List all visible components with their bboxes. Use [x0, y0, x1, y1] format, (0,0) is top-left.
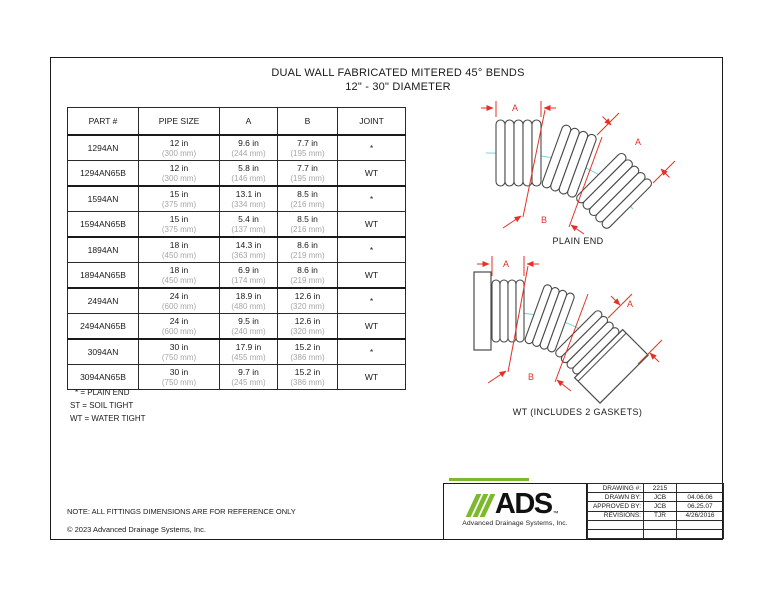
- dim-b-cell: [278, 212, 338, 238]
- dim-label-a1: A: [511, 103, 519, 113]
- dim-b-in: 8.5 in: [297, 188, 318, 199]
- pipe-size-in: 12 in: [169, 162, 189, 173]
- joint-cell: *: [338, 135, 406, 161]
- dim-label-a1: A: [502, 259, 510, 269]
- fittings-table: [67, 107, 406, 390]
- copyright-line: © 2023 Advanced Drainage Systems, Inc.: [67, 525, 206, 534]
- legend-water-tight: WT = WATER TIGHT: [70, 414, 146, 423]
- drawn-by-value: JCB: [644, 493, 677, 502]
- dim-a-cell: [220, 263, 278, 289]
- dim-b-mm: (195 mm): [290, 173, 325, 183]
- pipe-size-mm: (600 mm): [161, 326, 197, 336]
- fittings-table-header: [68, 108, 406, 136]
- pipe-size-cell: [139, 339, 220, 365]
- dim-label-b: B: [527, 372, 535, 382]
- pipe-size-cell: [139, 237, 220, 263]
- dim-a-in: 5.4 in: [238, 213, 259, 224]
- dim-b-mm: (216 mm): [290, 224, 325, 234]
- table-row: [68, 161, 406, 187]
- pipe-size-in: 24 in: [169, 290, 189, 301]
- table-row: [68, 186, 406, 212]
- header-pipe-size: PIPE SIZE: [139, 108, 220, 136]
- plain-end-diagram-svg: [478, 95, 713, 235]
- pipe-size-mm: (600 mm): [161, 301, 197, 311]
- dim-b-cell: [278, 339, 338, 365]
- pipe-size-cell: [139, 288, 220, 314]
- drawing-number-date: [677, 484, 724, 493]
- pipe-size-in: 12 in: [169, 137, 189, 148]
- dim-a-in: 13.1 in: [235, 188, 262, 199]
- ads-tagline: Advanced Drainage Systems, Inc.: [462, 520, 568, 527]
- dim-b-mm: (195 mm): [290, 148, 325, 158]
- pipe-size-in: 30 in: [169, 341, 189, 352]
- drawing-number-label: DRAWING #:: [588, 484, 644, 493]
- joint-cell: WT: [338, 263, 406, 289]
- pipe-size-mm: (300 mm): [161, 148, 197, 158]
- header-part: PART #: [68, 108, 139, 136]
- title-block-row: [588, 511, 724, 520]
- joint-cell: *: [338, 288, 406, 314]
- ads-logo: [444, 488, 586, 520]
- dim-a-in: 9.7 in: [238, 366, 259, 377]
- title-block-row: [588, 493, 724, 502]
- pipe-size-mm: (375 mm): [161, 199, 197, 209]
- dim-a-in: 9.5 in: [238, 315, 259, 326]
- dim-a-cell: [220, 237, 278, 263]
- pipe-size-mm: (450 mm): [161, 275, 197, 285]
- part-cell: 1594AN65B: [68, 212, 139, 238]
- pipe-size-cell: [139, 365, 220, 390]
- pipe-size-mm: (750 mm): [161, 377, 197, 387]
- part-cell: 1894AN: [68, 237, 139, 263]
- dim-a-mm: (245 mm): [231, 377, 266, 387]
- plain-end-caption: PLAIN END: [552, 236, 604, 246]
- dim-a-in: 9.6 in: [238, 137, 259, 148]
- revisions-label: REVISIONS:: [588, 511, 644, 520]
- dim-b-in: 8.5 in: [297, 213, 318, 224]
- pipe-size-in: 18 in: [169, 239, 189, 250]
- dim-a-in: 17.9 in: [235, 341, 262, 352]
- joint-cell: WT: [338, 314, 406, 340]
- dim-a-mm: (244 mm): [231, 148, 266, 158]
- header-joint: JOINT: [338, 108, 406, 136]
- part-cell: 3094AN: [68, 339, 139, 365]
- page-title: [62, 66, 734, 94]
- dim-b-cell: [278, 314, 338, 340]
- table-row: [68, 237, 406, 263]
- dim-a-mm: (480 mm): [231, 301, 266, 311]
- trademark-symbol: ™: [552, 511, 559, 517]
- reference-note: NOTE: ALL FITTINGS DIMENSIONS ARE FOR REFERENCE ONLY: [67, 507, 296, 516]
- drawn-by-label: DRAWN BY:: [588, 493, 644, 502]
- table-row: [68, 263, 406, 289]
- dim-a-cell: [220, 135, 278, 161]
- dim-a-mm: (146 mm): [231, 173, 266, 183]
- dim-b-cell: [278, 237, 338, 263]
- dim-b-in: 8.6 in: [297, 239, 318, 250]
- part-cell: 1894AN65B: [68, 263, 139, 289]
- fittings-table-body: [68, 135, 406, 390]
- dim-a-mm: (137 mm): [231, 224, 266, 234]
- dim-b-mm: (320 mm): [290, 326, 325, 336]
- drawing-number-value: 2215: [644, 484, 677, 493]
- dim-b-cell: [278, 135, 338, 161]
- pipe-size-in: 15 in: [169, 213, 189, 224]
- pipe-size-mm: (750 mm): [161, 352, 197, 362]
- joint-cell: *: [338, 237, 406, 263]
- revisions-value: TJR: [644, 511, 677, 520]
- dim-b-cell: [278, 186, 338, 212]
- part-cell: 1294AN65B: [68, 161, 139, 187]
- dim-b-in: 12.6 in: [294, 290, 321, 301]
- dim-label-b: B: [540, 215, 548, 225]
- dim-b-mm: (386 mm): [290, 377, 325, 387]
- dim-b-cell: [278, 161, 338, 187]
- joint-cell: WT: [338, 212, 406, 238]
- approved-by-date: 06.25.07: [677, 502, 724, 511]
- title-block-empty-row: [588, 520, 724, 529]
- title-line-2: 12" - 30" DIAMETER: [345, 81, 451, 93]
- dim-a-in: 5.8 in: [238, 162, 259, 173]
- dim-b-cell: [278, 365, 338, 390]
- dim-a-cell: [220, 186, 278, 212]
- pipe-size-mm: (300 mm): [161, 173, 197, 183]
- drawn-by-date: 04.06.06: [677, 493, 724, 502]
- part-cell: 3094AN65B: [68, 365, 139, 390]
- ads-wordmark: ADS: [494, 488, 552, 520]
- part-cell: 2494AN: [68, 288, 139, 314]
- dim-a-cell: [220, 339, 278, 365]
- pipe-size-cell: [139, 314, 220, 340]
- dim-a-cell: [220, 161, 278, 187]
- water-tight-diagram: [470, 252, 715, 417]
- dim-b-mm: (219 mm): [290, 275, 325, 285]
- pipe-size-cell: [139, 263, 220, 289]
- title-block-table: [587, 483, 724, 539]
- joint-legend: [70, 386, 145, 425]
- approved-by-label: APPROVED BY:: [588, 502, 644, 511]
- dim-b-in: 8.6 in: [297, 264, 318, 275]
- header-b: B: [278, 108, 338, 136]
- dim-a-in: 6.9 in: [238, 264, 259, 275]
- table-row: [68, 135, 406, 161]
- pipe-size-mm: (450 mm): [161, 250, 197, 260]
- ads-logo-box: [443, 483, 587, 540]
- dim-b-cell: [278, 288, 338, 314]
- dim-b-in: 7.7 in: [297, 162, 318, 173]
- pipe-size-in: 18 in: [169, 264, 189, 275]
- part-cell: 1594AN: [68, 186, 139, 212]
- table-row: [68, 314, 406, 340]
- table-row: [68, 212, 406, 238]
- pipe-size-cell: [139, 161, 220, 187]
- table-row: [68, 288, 406, 314]
- title-line-1: DUAL WALL FABRICATED MITERED 45° BENDS: [271, 67, 525, 79]
- pipe-size-cell: [139, 212, 220, 238]
- dim-b-in: 7.7 in: [297, 137, 318, 148]
- dim-a-in: 14.3 in: [235, 239, 262, 250]
- dim-a-mm: (174 mm): [231, 275, 266, 285]
- dim-b-in: 15.2 in: [294, 366, 321, 377]
- dim-label-a2: A: [634, 137, 642, 147]
- revisions-date: 4/26/2016: [677, 511, 724, 520]
- joint-cell: *: [338, 186, 406, 212]
- dim-label-a2: A: [626, 299, 634, 309]
- dim-b-cell: [278, 263, 338, 289]
- legend-soil-tight: ST = SOIL TIGHT: [70, 401, 134, 410]
- dim-b-mm: (386 mm): [290, 352, 325, 362]
- dim-a-cell: [220, 212, 278, 238]
- joint-cell: WT: [338, 161, 406, 187]
- pipe-size-cell: [139, 135, 220, 161]
- title-block-row: [588, 502, 724, 511]
- pipe-size-in: 15 in: [169, 188, 189, 199]
- part-cell: 1294AN: [68, 135, 139, 161]
- dim-a-cell: [220, 288, 278, 314]
- legend-plain-end: * = PLAIN END: [75, 388, 130, 397]
- title-block-empty-row: [588, 529, 724, 538]
- dim-b-mm: (219 mm): [290, 250, 325, 260]
- dim-a-mm: (334 mm): [231, 199, 266, 209]
- dim-a-in: 18.9 in: [235, 290, 262, 301]
- title-block-row: [588, 484, 724, 493]
- dim-b-mm: (320 mm): [290, 301, 325, 311]
- dim-b-mm: (216 mm): [290, 199, 325, 209]
- dim-b-in: 12.6 in: [294, 315, 321, 326]
- table-row: [68, 339, 406, 365]
- pipe-size-cell: [139, 186, 220, 212]
- dim-a-mm: (240 mm): [231, 326, 266, 336]
- logo-green-accent-bar: [449, 478, 529, 481]
- pipe-size-in: 24 in: [169, 315, 189, 326]
- approved-by-value: JCB: [644, 502, 677, 511]
- dim-a-mm: (455 mm): [231, 352, 266, 362]
- part-cell: 2494AN65B: [68, 314, 139, 340]
- dim-b-in: 15.2 in: [294, 341, 321, 352]
- pipe-size-in: 30 in: [169, 366, 189, 377]
- plain-end-diagram: [478, 95, 713, 246]
- pipe-size-mm: (375 mm): [161, 224, 197, 234]
- dim-a-cell: [220, 314, 278, 340]
- dim-a-cell: [220, 365, 278, 390]
- water-tight-caption: WT (INCLUDES 2 GASKETS): [512, 407, 643, 417]
- dim-a-mm: (363 mm): [231, 250, 266, 260]
- header-a: A: [220, 108, 278, 136]
- water-tight-diagram-svg: [470, 252, 715, 404]
- gasketed-pipe: [474, 272, 659, 404]
- dimension-a-top: [481, 101, 556, 117]
- joint-cell: WT: [338, 365, 406, 390]
- joint-cell: *: [338, 339, 406, 365]
